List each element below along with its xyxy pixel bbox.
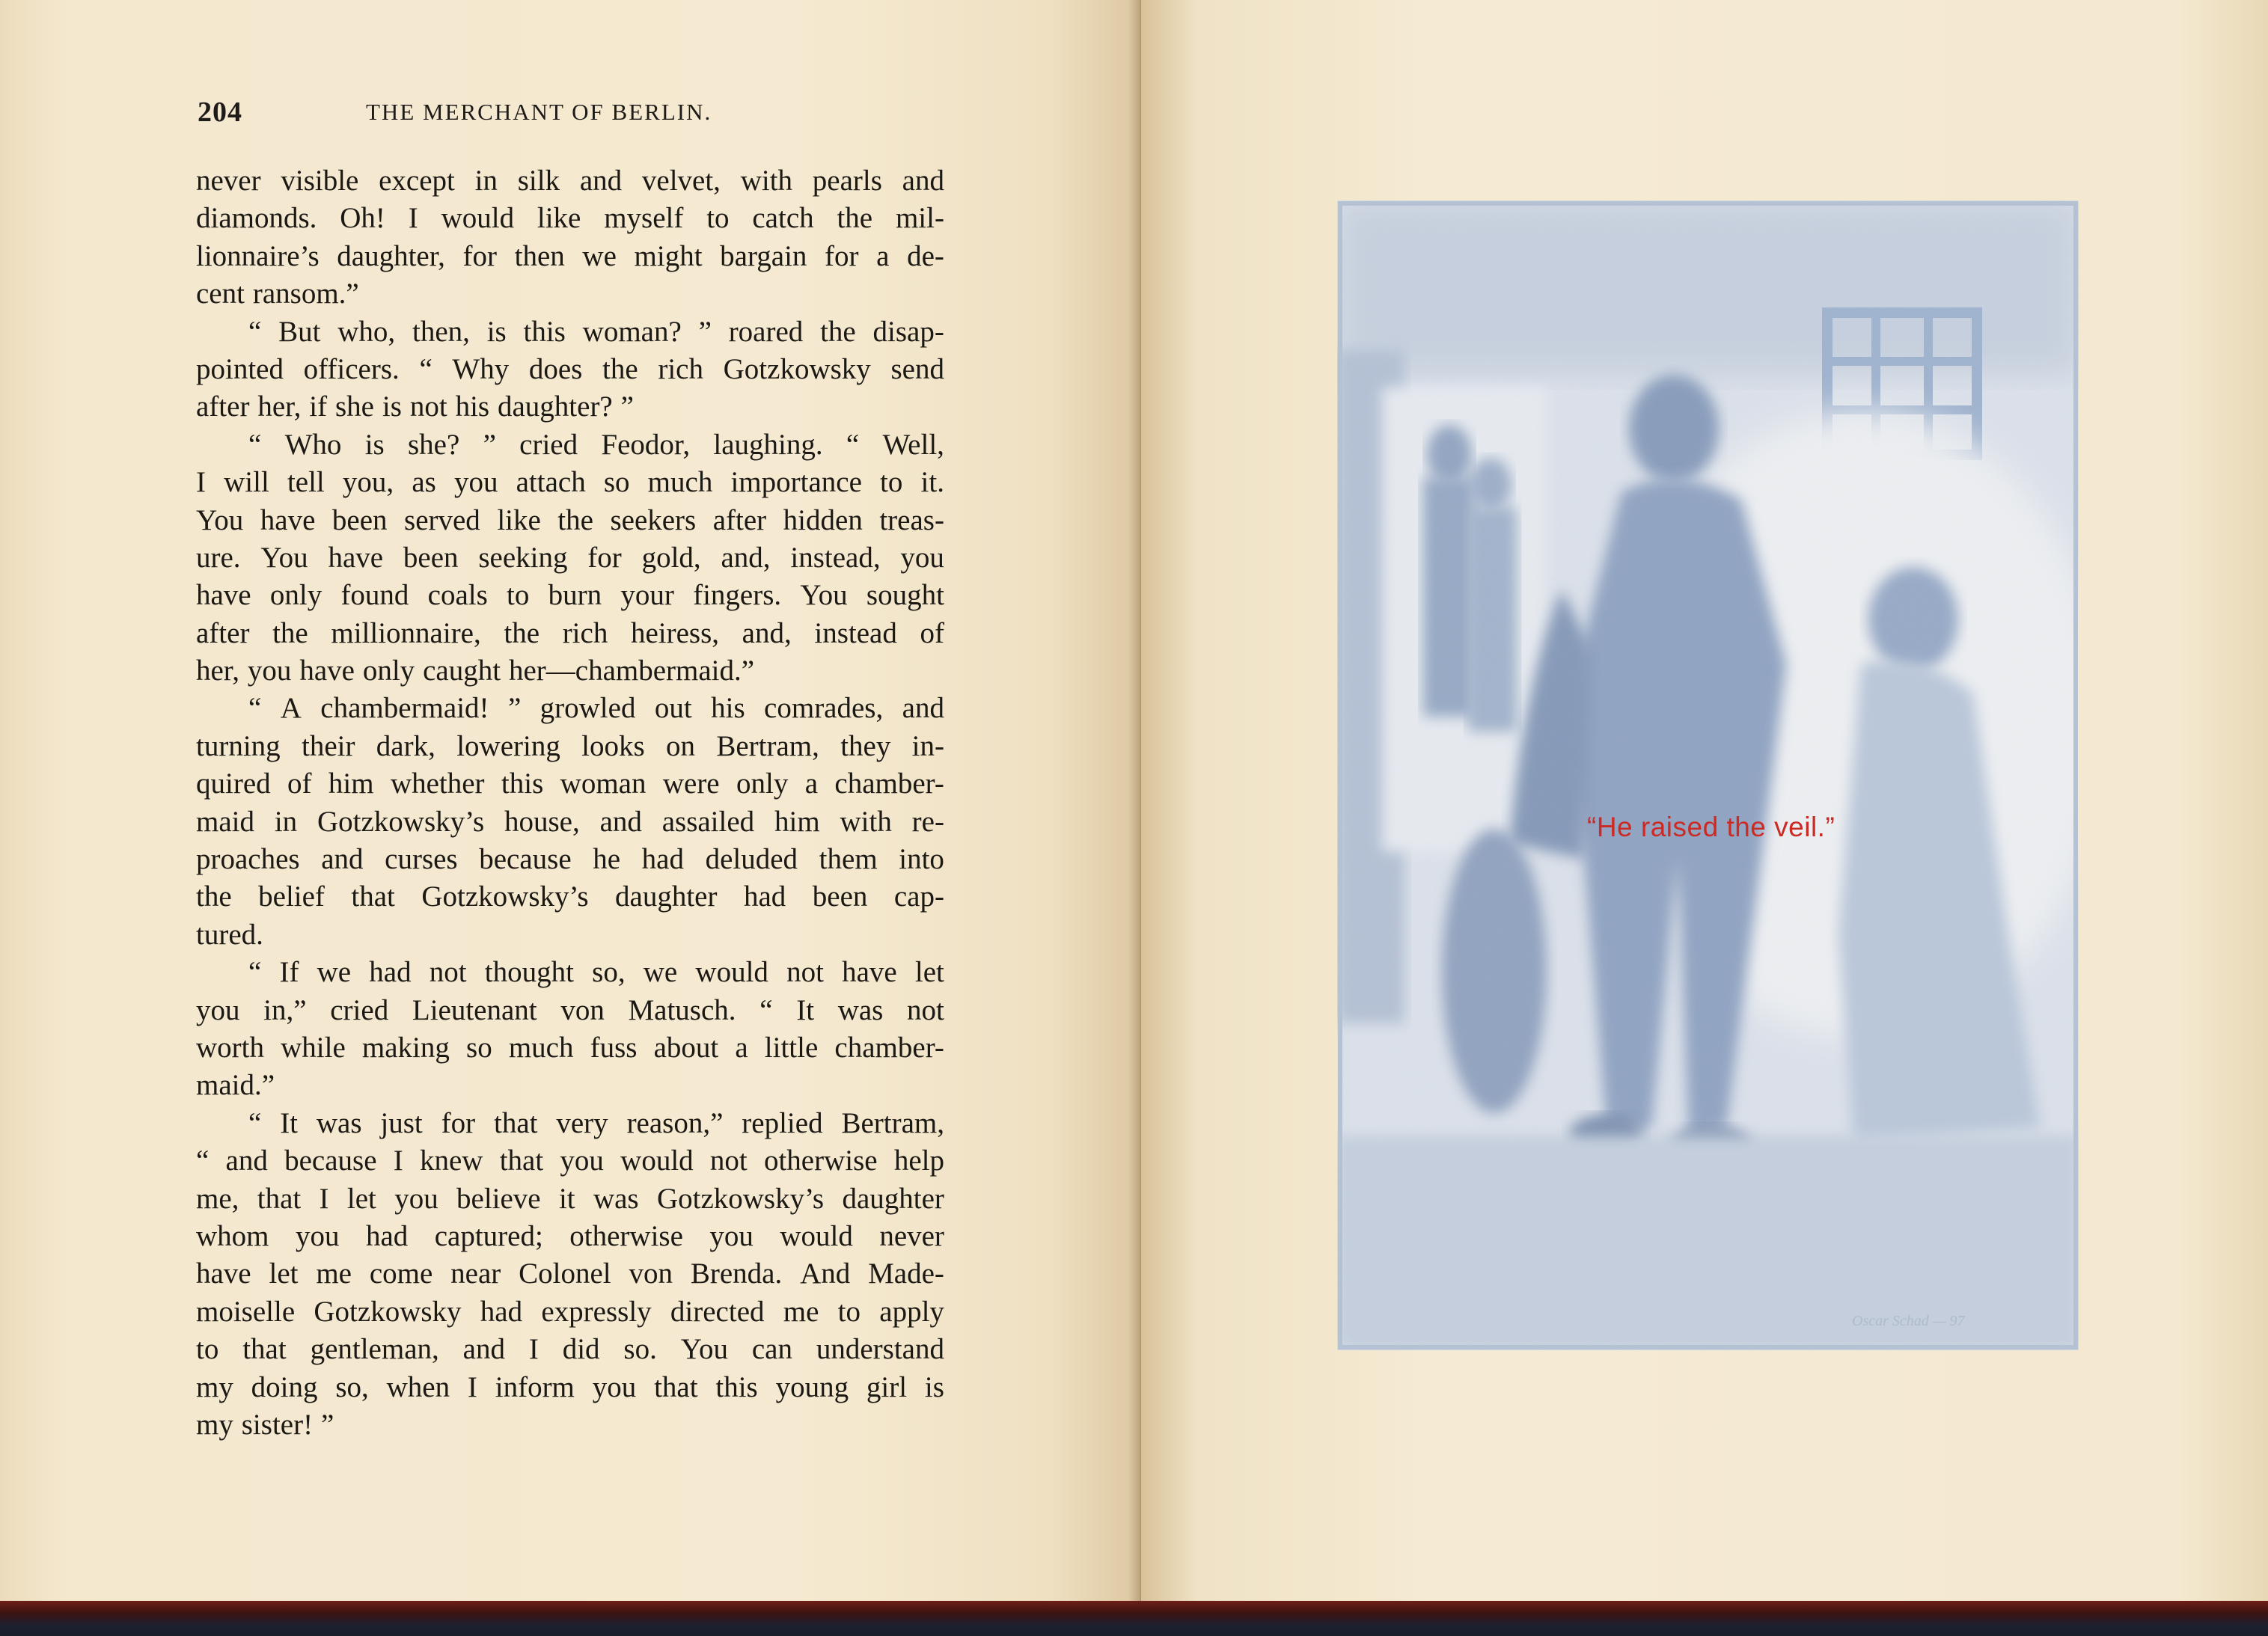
text-line: “ But who, then, is this woman? ” roared the disap- — [248, 315, 944, 348]
running-head — [198, 96, 953, 141]
text-line: her, you have only caught her—chambermaid.” — [196, 655, 755, 687]
illustration-drawing — [1337, 200, 2079, 1350]
text-line: tured. — [196, 918, 263, 951]
text-line: whom you had captured; otherwise you would never — [196, 1219, 944, 1252]
text-line: me, that I let you believe it was Gotzkowsky’s daughter — [196, 1182, 944, 1215]
book-cover-edge — [0, 1601, 2268, 1636]
text-line: “ and because I knew that you would not otherwise help — [196, 1145, 944, 1177]
text-line: I will tell you, as you attach so much importance to it. — [196, 466, 944, 499]
text-line: diamonds. Oh! I would like myself to catch the mil- — [196, 202, 944, 235]
text-line: proaches and curses because he had deluded them into — [196, 843, 944, 876]
text-line: maid in Gotzkowsky’s house, and assailed him with re- — [196, 805, 944, 838]
text-line: quired of him whether this woman were only a chamber- — [196, 768, 944, 800]
text-line: never visible except in silk and velvet, with pearls and — [196, 165, 944, 197]
text-line: turning their dark, lowering looks on Bertram, they in- — [196, 729, 944, 762]
text-line: after the millionnaire, the rich heiress, and, instead of — [196, 616, 944, 649]
text-line: to that gentleman, and I did so. You can understand — [196, 1333, 944, 1366]
text-line: “ If we had not thought so, we would not have let — [248, 956, 944, 989]
text-line: my sister! ” — [196, 1408, 334, 1441]
text-line: my doing so, when I inform you that this young girl is — [196, 1370, 944, 1403]
illustration-plate — [1337, 200, 2079, 1350]
text-line: you in,” cried Lieutenant von Matusch. “ It was not — [196, 993, 944, 1026]
text-line: pointed officers. “ Why does the rich Gotzkowsky send — [196, 352, 944, 385]
text-line: the belief that Gotzkowsky’s daughter had been cap- — [196, 880, 944, 913]
text-line: cent ransom.” — [196, 278, 359, 310]
text-line: worth while making so much fuss about a little chamber- — [196, 1031, 944, 1064]
text-line: moiselle Gotzkowsky had expressly directed me to apply — [196, 1295, 944, 1328]
text-line: “ A chambermaid! ” growled out his comrades, and — [248, 692, 944, 725]
artist-signature: Oscar Schad — 97 — [1852, 1313, 1965, 1329]
text-line: after her, if she is not his daughter? ” — [196, 390, 634, 423]
running-title: THE MERCHANT OF BERLIN. — [366, 99, 712, 125]
text-line: You have been served like the seekers after hidden treas- — [196, 503, 944, 536]
illustration-caption: “He raised the veil.” — [1587, 812, 1836, 842]
body-text — [196, 162, 944, 1444]
text-line: “ It was just for that very reason,” replied Bertram, — [248, 1106, 944, 1139]
page-number: 204 — [198, 96, 242, 128]
text-line: have let me come near Colonel von Brenda. And Made- — [196, 1257, 944, 1290]
left-page — [0, 0, 1141, 1607]
text-line: ure. You have been seeking for gold, and, instead, you — [196, 541, 944, 574]
text-line: “ Who is she? ” cried Feodor, laughing. “ Well, — [248, 428, 944, 461]
text-line: lionnaire’s daughter, for then we might bargain for a de- — [196, 239, 944, 272]
text-line: maid.” — [196, 1069, 275, 1102]
text-line: have only found coals to burn your fingers. You sought — [196, 579, 944, 612]
